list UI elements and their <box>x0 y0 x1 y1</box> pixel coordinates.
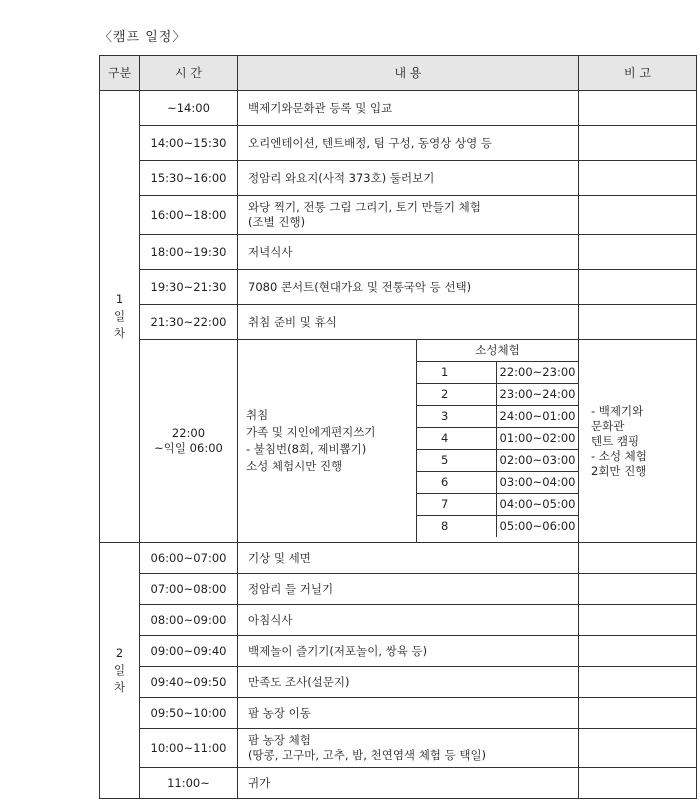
row-note <box>579 305 697 340</box>
row-note <box>579 196 697 235</box>
table-row <box>100 161 697 196</box>
table-row <box>100 305 697 340</box>
day2-label-char: 차 <box>113 680 126 694</box>
row-content: 와당 찍기, 전통 그림 그리기, 토기 만들기 체험 (조별 진행) <box>238 196 579 235</box>
shift-time: 05:00~06:00 <box>499 519 576 533</box>
table-row <box>100 667 697 698</box>
row-content: 취침 준비 및 휴식 <box>238 305 579 340</box>
row-content: 만족도 조사(설문지) <box>238 667 579 698</box>
sleep-note: - 백제기와 문화관 텐트 캠핑 - 소성 체험 2회만 진행 <box>579 340 697 543</box>
row-time: 06:00~07:00 <box>140 543 238 574</box>
table-row <box>100 636 697 667</box>
shift-number: 4 <box>417 428 497 450</box>
row-time: ~14:00 <box>140 91 238 126</box>
row-note <box>579 126 697 161</box>
row-content: 기상 및 세면 <box>238 543 579 574</box>
row-time: 08:00~09:00 <box>140 605 238 636</box>
day2-label-char: 2 <box>115 646 124 660</box>
day1-label <box>100 91 140 543</box>
shift-number: 5 <box>417 450 497 472</box>
document-title: 〈캠프 일정〉 <box>99 30 187 45</box>
shift-number: 2 <box>417 384 497 406</box>
row-note <box>579 605 697 636</box>
shift-number: 1 <box>417 362 497 384</box>
day1-label-char: 차 <box>113 326 126 340</box>
row-time: 14:00~15:30 <box>140 126 238 161</box>
table-row <box>100 126 697 161</box>
sleep-description: 취침 가족 및 지인에게편지쓰기 - 불침번(8회, 제비뽑기) 소성 체험시만 진행 <box>238 340 417 542</box>
shift-row <box>417 516 578 538</box>
row-time: 09:50~10:00 <box>140 698 238 729</box>
camp-schedule-table <box>99 55 697 799</box>
row-note <box>579 636 697 667</box>
header-content: 내 용 <box>238 56 579 91</box>
shift-row <box>417 450 578 472</box>
table-row <box>100 543 697 574</box>
row-content: 귀가 <box>238 768 579 799</box>
row-content: 팜 농장 이동 <box>238 698 579 729</box>
row-note <box>579 91 697 126</box>
table-row <box>100 729 697 768</box>
row-time: 18:00~19:30 <box>140 235 238 270</box>
table-row <box>100 574 697 605</box>
row-time: 19:30~21:30 <box>140 270 238 305</box>
shift-row <box>417 494 578 516</box>
firing-shift-header: 소성체험 <box>417 340 578 362</box>
row-note <box>579 667 697 698</box>
table-row <box>100 196 697 235</box>
row-time: 16:00~18:00 <box>140 196 238 235</box>
day2-label <box>100 543 140 799</box>
row-content: 백제놀이 즐기기(저포놀이, 쌍육 등) <box>238 636 579 667</box>
shift-time: 22:00~23:00 <box>497 362 579 384</box>
header-note: 비 고 <box>579 56 697 91</box>
shift-time: 23:00~24:00 <box>497 384 579 406</box>
shift-number: 7 <box>417 494 497 516</box>
row-note <box>579 161 697 196</box>
shift-time: 01:00~02:00 <box>497 428 579 450</box>
row-note <box>579 543 697 574</box>
row-note <box>579 729 697 768</box>
header-time: 시 간 <box>140 56 238 91</box>
table-row <box>100 91 697 126</box>
row-content: 7080 콘서트(현대가요 및 전통국악 등 선택) <box>238 270 579 305</box>
table-row <box>100 270 697 305</box>
row-time: 09:00~09:40 <box>140 636 238 667</box>
row-time: 15:30~16:00 <box>140 161 238 196</box>
table-row <box>100 768 697 799</box>
row-time: 07:00~08:00 <box>140 574 238 605</box>
sleep-content-cell <box>238 340 579 543</box>
shift-row <box>417 472 578 494</box>
table-row <box>100 235 697 270</box>
row-content: 정암리 들 거닐기 <box>238 574 579 605</box>
row-content: 정암리 와요지(사적 373호) 둘러보기 <box>238 161 579 196</box>
row-content: 오리엔테이션, 텐트배정, 팀 구성, 동영상 상영 등 <box>238 126 579 161</box>
row-note <box>579 768 697 799</box>
row-note <box>579 698 697 729</box>
row-time: 09:40~09:50 <box>140 667 238 698</box>
shift-number: 3 <box>417 406 497 428</box>
row-note <box>579 235 697 270</box>
row-time: 11:00~ <box>140 768 238 799</box>
shift-row <box>417 362 578 384</box>
sleep-row <box>100 340 697 543</box>
shift-time: 03:00~04:00 <box>497 472 579 494</box>
shift-number: 6 <box>417 472 497 494</box>
table-row <box>100 698 697 729</box>
firing-shift-table <box>417 340 578 537</box>
table-row <box>100 605 697 636</box>
row-note <box>579 574 697 605</box>
table-header-row <box>100 56 697 91</box>
day2-label-char: 일 <box>113 663 126 677</box>
header-day: 구분 <box>100 56 140 91</box>
row-content: 아침식사 <box>238 605 579 636</box>
row-content: 저녁식사 <box>238 235 579 270</box>
row-time: 10:00~11:00 <box>140 729 238 768</box>
row-content: 백제기와문화관 등록 및 입교 <box>238 91 579 126</box>
row-note <box>579 270 697 305</box>
shift-time: 02:00~03:00 <box>497 450 579 472</box>
day1-label-char: 1 <box>115 292 124 306</box>
sleep-time: 22:00 ~익일 06:00 <box>140 340 238 543</box>
shift-time: 24:00~01:00 <box>497 406 579 428</box>
shift-row <box>417 428 578 450</box>
shift-row <box>417 384 578 406</box>
row-time: 21:30~22:00 <box>140 305 238 340</box>
shift-row <box>417 406 578 428</box>
shift-number: 8 <box>417 516 497 538</box>
shift-time: 04:00~05:00 <box>497 494 579 516</box>
row-content: 팜 농장 체험 (땅콩, 고구마, 고추, 밤, 천연염색 체험 등 택일) <box>238 729 579 768</box>
day1-label-char: 일 <box>113 309 126 323</box>
